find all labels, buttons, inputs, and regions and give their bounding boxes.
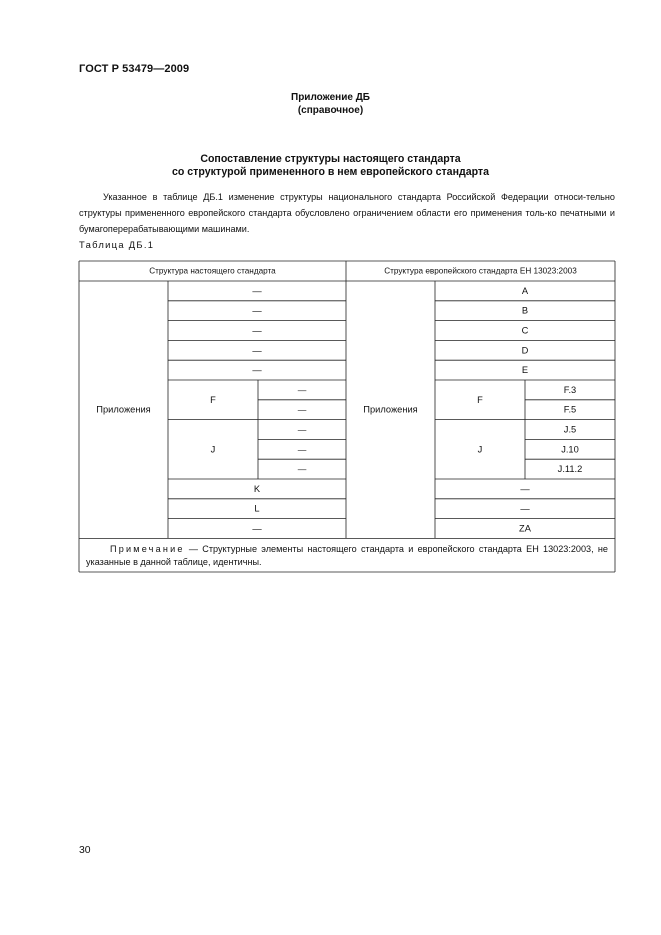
table-note	[86, 543, 608, 569]
right-tail-row-2: —	[520, 503, 530, 514]
right-J-label: J	[477, 444, 483, 455]
left-J-item-1: —	[297, 424, 307, 435]
left-cell-row-1: —	[252, 285, 262, 296]
left-F-item-1: —	[297, 384, 307, 395]
right-tail-row-3: ZA	[519, 523, 531, 534]
header-right: Структура европейского стандарта ЕН 13023:2003	[384, 266, 577, 276]
right-group-label: Приложения	[363, 404, 418, 415]
right-J-item-1: J.5	[563, 424, 577, 435]
right-F-item-2: F.5	[563, 404, 577, 415]
document-id: ГОСТ Р 53479—2009	[79, 63, 190, 75]
right-cell-row-2: B	[521, 305, 529, 316]
page-number: 30	[79, 845, 91, 856]
left-F-item-2: —	[297, 404, 307, 415]
left-J-label: J	[210, 444, 216, 455]
right-cell-row-4: D	[521, 345, 529, 356]
right-cell-row-1: A	[521, 285, 529, 296]
right-cell-row-3: C	[521, 325, 529, 336]
intro-line-3: ко печатными и бумагоперерабатывающими машинами.	[79, 208, 615, 234]
right-J-item-2: J.10	[561, 444, 579, 455]
left-cell-row-2: —	[252, 305, 262, 316]
right-cell-row-5: E	[521, 365, 529, 376]
left-tail-row-2: L	[254, 503, 260, 514]
right-J-item-3: J.11.2	[557, 464, 583, 475]
left-tail-row-1: K	[253, 483, 261, 494]
intro-line-1: Указанное в таблице ДБ.1 изменение структуры национального стандарта Российской Федерации относи-	[103, 192, 587, 202]
header-left: Структура настоящего стандарта	[149, 266, 276, 276]
right-F-label: F	[477, 394, 483, 405]
left-group-label: Приложения	[96, 404, 151, 415]
heading-line-1: Сопоставление структуры настоящего стандарта	[200, 153, 461, 165]
right-tail-row-1: —	[520, 483, 530, 494]
table-grid	[79, 261, 615, 572]
note-text: — Структурные элементы настоящего стандарта и европейского стандарта ЕН 13023:2003, не указанные в данной таблице, идентичны.	[86, 544, 608, 567]
table-caption: Таблица ДБ.1	[79, 239, 155, 250]
intro-line-2: тельно структуры примененного европейского стандарта обусловлено ограничением области его применения толь-	[79, 192, 615, 218]
left-tail-row-3: —	[252, 523, 262, 534]
left-cell-row-4: —	[252, 345, 262, 356]
left-J-item-3: —	[297, 464, 307, 475]
left-F-label: F	[210, 394, 216, 405]
left-cell-row-5: —	[252, 365, 262, 376]
annex-subtitle: (справочное)	[297, 105, 364, 116]
note-label: Примечание	[110, 544, 185, 554]
left-cell-row-3: —	[252, 325, 262, 336]
heading-line-2: со структурой примененного в нем европейского стандарта	[171, 166, 489, 178]
annex-title: Приложение ДБ	[291, 92, 370, 103]
right-F-item-1: F.3	[563, 384, 577, 395]
left-J-item-2: —	[297, 444, 307, 455]
